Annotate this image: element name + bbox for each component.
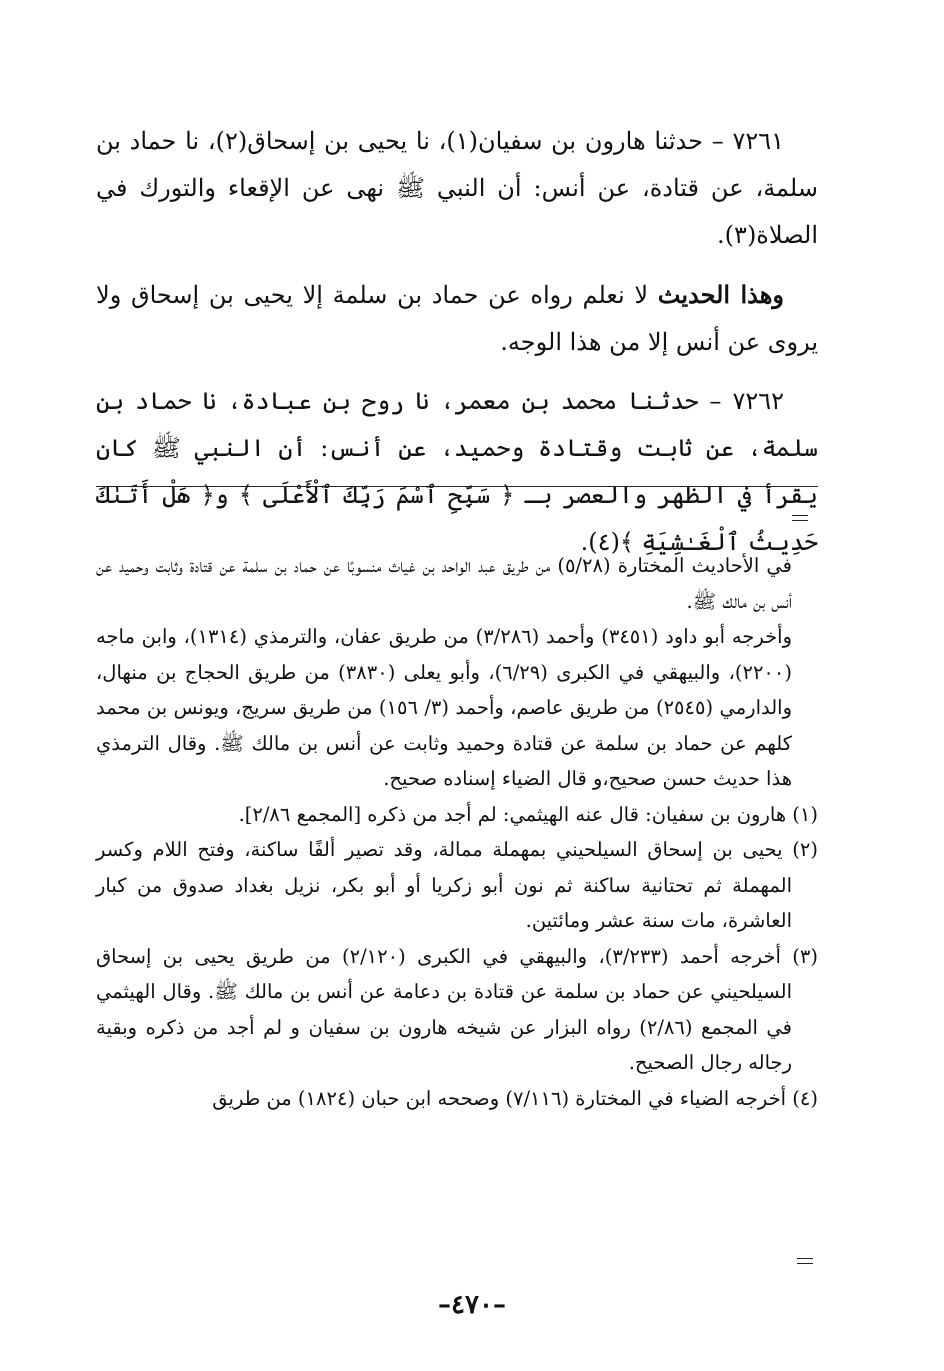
commentary-lead: وهذا الحديث: [657, 280, 784, 309]
commentary-body: لا نعلم رواه عن حماد بن سلمة إلا يحيى بن إسحاق ولا يروى عن أنس إلا من هذا الوجه.: [96, 281, 818, 356]
footnote-separator: [96, 486, 818, 487]
footnote-2: (٢) يحيى بن إسحاق السيلحيني بمهملة ممالة، وقد تصير ألفًا ساكنة، وفتح اللام وكسر المهملة ثم تحتانية ساكنة ثم نون أبو زكريا أو أبو بكر، نزيل بغداد صدوق من كبار العاشرة، مات سنة عشر ومائتين.: [96, 838, 818, 932]
footnote-continuation-2: وأخرجه أبو داود (٣٤٥١) وأحمد (٣/٢٨٦) من طريق عفان، والترمذي (١٣١٤)، وابن ماجه (٢٢٠٠)، والبيهقي في الكبرى (٦/٢٩)، وأبو يعلى (٣٨٣٠) من طريق الحجاج بن منهال، والدارمي (٢٥٤٥) من طريق عاصم، وأحمد (٣/ ١٥٦) من طريق سريج، ويونس بن محمد كلهم عن حماد بن سلمة عن قتادة وحميد وثابت عن أنس بن مالك ﷺ. وقال الترمذي هذا حديث حسن صحيح،و قال الضياء إسناده صحيح.: [96, 625, 792, 790]
footnotes: [96, 548, 818, 1116]
hadith-7261: ٧٢٦١ – حدثنا هارون بن سفيان(١)، نا يحيى بن إسحاق(٢)، نا حماد بن سلمة، عن قتادة، عن أنس: أن النبي ﷺ نهى عن الإقعاء والتورك في الصلاة(٣).: [96, 127, 818, 249]
footnote-1: (١) هارون بن سفيان: قال عنه الهيثمي: لم أجد من ذكره [المجمع ٢/٨٦].: [238, 802, 818, 826]
continuation-mark: [792, 515, 808, 521]
commentary-paragraph: [96, 271, 818, 366]
footnote-continuation-1: في الأحاديث المختارة (٥/٢٨) من طريق عبد الواحد بن غياث منسوبًا عن حماد بن سلمة عن قتادة وثابت وحميد عن أنس بن مالك ﷺ.: [96, 554, 793, 613]
continued-mark: [797, 1258, 813, 1264]
hadith-7262: ٧٢٦٢ – حدثنا محمد بن معمر، نا روح بن عبادة، نا حماد بن سلمة، عن ثابت وقتادة وحميد، عن أنس: أن النبي ﷺ كان يقرأ في الظهر والعصر بـ ﴿ سَبِّحِ ٱسْمَ رَبِّكَ ٱلْأَعْلَى ﴾ و﴿ هَلْ أَتَىٰكَ حَدِيثُ ٱلْغَـٰشِيَةِ ﴾(٤).: [96, 387, 818, 556]
footnote-3: (٣) أخرجه أحمد (٣/٢٣٣)، والبيهقي في الكبرى (٢/١٢٠) من طريق يحيى بن إسحاق السيلحيني عن حماد بن سلمة عن قتادة بن دعامة عن أنس بن مالك ﷺ. وقال الهيثمي في المجمع (٢/٨٦) رواه البزار عن شيخه هارون بن سفيان و لم أجد من ذكره وبقية رجاله رجال الصحيح.: [96, 944, 818, 1074]
footnote-4: (٤) أخرجه الضياء في المختارة (٧/١١٦) وصححه ابن حبان (١٨٢٤) من طريق: [212, 1086, 818, 1110]
main-text: [96, 118, 818, 578]
page-number: –٤٧٠–: [438, 1290, 506, 1320]
